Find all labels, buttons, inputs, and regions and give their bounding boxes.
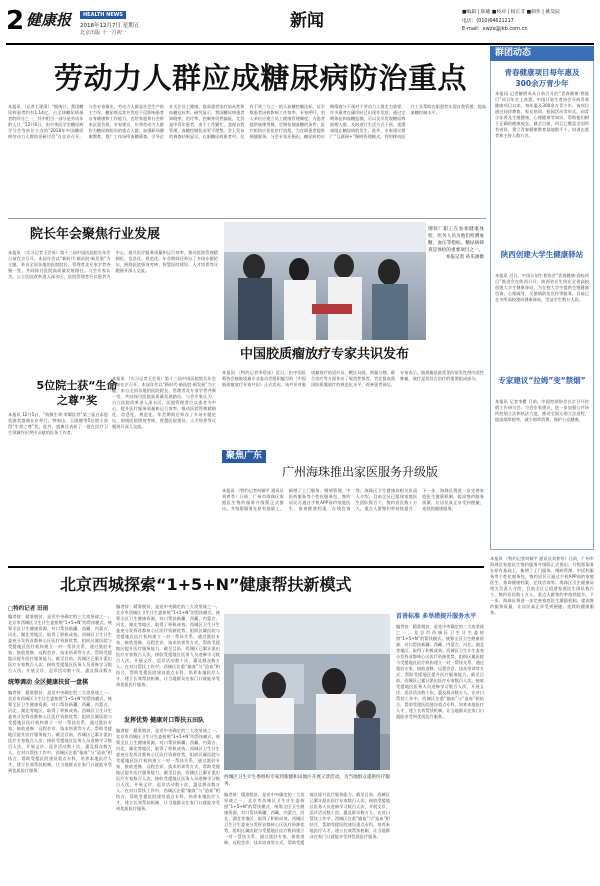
paper-name: 健康报 — [26, 11, 72, 29]
section-rule — [8, 566, 484, 568]
sidebar-item1-title: 青春健康项目每年惠及300余万青少年 — [504, 68, 580, 88]
caption-text: 钢铁厂职工在参加健康体检，医务人员为他们检测血糖、血压等指标。糖尿病筛查是体检的重要项目之一。 — [428, 227, 484, 253]
story5-body: 本报讯 （特约记者何颖平 通讯员刘育苓）日前，广州市海珠区家庭医生签约服务升级版正式推出。升级版服务在原有基础上，新增了上门服务、慢病管理、中医药服务等个性化服务包，签约居民可通过手机APP预约家庭医生、查询健康档案、在线咨询等。海珠区卫生健康局相关负责人介绍，目前全区已组建家庭医生团队数百个，签约居民数十万人，重点人群签约率持续提升。下一步，海珠区将进一步完善家庭医生激励机制，提高签约服务质量，让居民真正享受到便捷、连续的健康服务。 — [222, 488, 484, 511]
story2-body: 本报讯 （实习记者王会英）第十三届中国医院院长年会日前在京召开。本届年会以“新时代·新医院·新发展”为主题，来自全国各地的医院院长、管理者及专家学者齐聚一堂，共同探讨医院高质量发展路径。与会专家认为，公立医院改革进入深水区，医院管理者应以患者为中心，提升医疗服务质量和运行效率，推动医院管理精细化、信息化、规范化。年会期间还举办了多场专题论坛，围绕医院绩效考核、智慧医院建设、人才培养等议题展开深入交流。 — [8, 250, 218, 279]
sidebar-item3-title: 专家建议“拉姆”变“禁烟” — [498, 376, 586, 385]
date-line: 2018年12月7日 星期五 — [80, 23, 140, 29]
story6-caption: 西城区卫生计生委组织专家到新疆和田地区开展义诊活动，为当地群众提供医疗服务。 — [224, 775, 390, 787]
story6-subhead2: 发挥优势 健康对口帮扶五田队 — [124, 717, 205, 724]
story5-headline: 广州海珠推出家医服务升级版 — [282, 465, 439, 479]
section-title: 新闻 — [290, 11, 324, 31]
sidebar-item1-body: 本报讯 记者解照英从日前召开的“青春健康·我能行”项目年会上获悉，中国计划生育协会开展青春健康项目以来，每年惠及300余万青少年。该项目通过同伴教育、家长培训、校园活动等形式，向青少年普及生殖健康、心理健康等知识，帮助他们树立正确的健康观念。截至目前，项目已覆盖全国所有省份，建立青春健康教育基地数千个，培训志愿者和主持人数万名。 — [495, 91, 589, 138]
story4-body: 本报讯 （特约记者李蓓冰）近日，由中国医师协会脑胶质瘤专业委员会组织编写的《中国胶质瘤放疗专家共识》正式发布。该共识对胶质瘤放疗的适应证、靶区勾画、剂量分割、联合治疗等方面作出了规范性推荐，旨在提高我国胶质瘤放疗的规范化水平，改善患者预后。专家表示，胶质瘤是最常见的原发性颅内恶性肿瘤，放疗是其综合治疗的重要组成部分。 — [222, 370, 484, 387]
story6-body-col2: 编者按：精准脱贫，是党中央确定的三大攻坚战之一。北京市西城区卫生计生委按照“1+5+N”的帮扶模式，统筹全区卫生健康资源，对口帮扶新疆、西藏、内蒙古、河北、湖北等地区，取得了积极成效。西城区卫生计生委充分发挥首都核心区医疗资源优势，组织区属医院与受援地区医疗机构建立一对一帮扶关系，通过派驻专家、接收进修、远程会诊、技术培训等方式，帮助受援地区提升医疗服务能力。截至目前，西城区已累计派出医疗专家数百人次，接收受援地区医务人员进修学习数百人次，开展义诊、巡诊活动数十次，惠及群众数万人。在对口帮扶工作中，西城区注重“输血”与“造血”相结合，帮助受援医院建设重点专科，培养本地医疗人才，建立长效帮扶机制，让当地群众在家门口就能享受到优质医疗服务。 — [8, 690, 112, 773]
paper-name-en: HEALTH NEWS — [80, 11, 126, 19]
sidebar-item2-body: 本报讯 近日，中国计划生育协会“青春健康·高校项目”推进会在陕西召开。陕西省计生协在全省高校创建大学生健康驿站，为在校大学生提供生殖健康咨询、心理疏导、艾滋病防治宣传等服务。目前已在多所高校建成健康驿站，受益学生数万人次。 — [495, 273, 589, 302]
story6-body-col3: 编者按：精准脱贫，是党中央确定的三大攻坚战之一。北京市西城区卫生计生委按照“1+5+N”的帮扶模式，统筹全区卫生健康资源，对口帮扶新疆、西藏、内蒙古、河北、湖北等地区，取得了积极成效。西城区卫生计生委充分发挥首都核心区医疗资源优势，组织区属医院与受援地区医疗机构建立一对一帮扶关系，通过派驻专家、接收进修、远程会诊、技术培训等方式，帮助受援地区提升医疗服务能力。截至目前，西城区已累计派出医疗专家数百人次，接收受援地区医务人员进修学习数百人次，开展义诊、巡诊活动数十次，惠及群众数万人。在对口帮扶工作中，西城区注重“输血”与“造血”相结合，帮助受援医院建设重点专科，培养本地医疗人才，建立长效帮扶机制，让当地群众在家门口就能享受到优质医疗服务。 — [116, 604, 220, 687]
divider — [8, 218, 486, 219]
story6-photo — [224, 614, 390, 770]
story2-headline: 院长年会聚焦行业发展 — [30, 227, 161, 242]
story5-body-continued: 本报讯 （特约记者何颖平 通讯员刘育苓）日前，广州市海珠区家庭医生签约服务升级版正式推出。升级版服务在原有基础上，新增了上门服务、慢病管理、中医药服务等个性化服务包，签约居民可通过手机APP预约家庭医生、查询健康档案、在线咨询等。海珠区卫生健康局相关负责人介绍，目前全区已组建家庭医生团队数百个，签约居民数十万人，重点人群签约率持续提升。下一步，海珠区将进一步完善家庭医生激励机制，提高签约服务质量，让居民真正享受到便捷、连续的健康服务。 — [490, 556, 594, 615]
header-rule — [6, 43, 594, 45]
story6-headline: 北京西城探索“1+5+N”健康帮扶新模式 — [60, 575, 352, 594]
lead-body: 本报讯 （记者王建清）“据统计，我国糖尿病患者约有1.14亿，占全球糖尿病患者的四分之一，其中相当一部分是劳动年龄人口。”12月6日，由中华医学会糖尿病学分会等单位主办的“2018年中国糖尿病劳动力人群防治研讨会”在北京召开。与会专家指出，劳动力人群是社会生产的主力军，糖尿病及其并发症不仅影响患者自身健康和工作能力，也给家庭和社会带来沉重负担。专家建议，应将劳动力人群作为糖尿病防治的重点人群，加强职场健康教育，推广工作场所血糖筛查，引导企业关注员工健康，提高患者治疗依从性和血糖达标率。研究显示，我国糖尿病患者知晓率、治疗率、控制率仍然偏低，尤其是中青年患者，由于工作繁忙、忽视自我管理，血糖控制状况更不理想。会上发布的调查结果显示，在职糖尿病患者中，仅有不到三分之一的人血糖控制达标，近半数患者因病影响工作效率。专家呼吁，用人单位应建立员工健康管理制度，为患者提供规律用餐、定期检测血糖的条件；医疗机构应优化诊疗流程，为在职患者提供便捷服务。与会专家还指出，糖尿病的早期筛查与干预对于劳动力人群尤为重要，许多患者在确诊时已出现并发症。通过定期体检和血糖监测，可以及早发现糖尿病前期人群，及时进行生活方式干预，延缓或阻止糖尿病的发生。此外，专家建议推广“互联网+”慢病管理模式，利用移动医疗工具帮助在职患者实现自我管理，提高血糖控制水平。 — [8, 104, 486, 139]
photo-illustration — [224, 614, 390, 770]
editor-credit: ■校对 | 杨正非 — [491, 10, 526, 15]
story6-subhead1: 统筹调动 全区健康扶贫一盘棋 — [8, 679, 89, 686]
story5-label: 聚焦广东 — [222, 450, 266, 463]
editor-credit: ■编辑 | 陈婕 — [462, 10, 491, 15]
story2-photo — [224, 222, 426, 340]
story3-body: 本报讯 12月5日，“致敬生命·荣耀医者”第三届白求恩奖颁奖盛典在京举行。钟南山、王陇德等5位院士获得“生命之尊”奖。此外，盛典还表彰了一批在医疗卫生领域作出突出贡献的医务工作者。 — [8, 412, 108, 435]
sidebar-item3-body: 本报讯 记者李瞿 日前，中国控烟协会在京召开控烟工作研讨会。与会专家建议，进一步加强公共场所控烟立法和执法力度，推动全面无烟立法进程，提高烟草税率，减少烟草消费，保护公众健康。 — [495, 399, 589, 422]
story6-body-col6: 编者按：精准脱贫，是党中央确定的三大攻坚战之一。北京市西城区卫生计生委按照“1+5+N”的帮扶模式，统筹全区卫生健康资源，对口帮扶新疆、西藏、内蒙古、河北、湖北等地区，取得了积极成效。西城区卫生计生委充分发挥首都核心区医疗资源优势，组织区属医院与受援地区医疗机构建立一对一帮扶关系，通过派驻专家、接收进修、远程会诊、技术培训等方式，帮助受援地区提升医疗服务能力。截至目前，西城区已累计派出医疗专家数百人次，接收受援地区医务人员进修学习数百人次，开展义诊、巡诊活动数十次，惠及群众数万人。在对口帮扶工作中，西城区注重“输血”与“造血”相结合，帮助受援医院建设重点专科，培养本地医疗人才，建立长效帮扶机制，让当地群众在家门口就能享受到优质医疗服务。 — [224, 792, 390, 845]
story3-headline: 5位院士获“生命之尊”奖 — [36, 379, 118, 407]
editor-credit: ■制作 | 姚昊辰 — [526, 10, 560, 15]
edition-line: 北京出版 十一月初一 — [80, 30, 127, 36]
sidebar-item2-title: 陕西创建大学生健康驿站 — [500, 250, 584, 259]
masthead — [6, 6, 594, 42]
sidebar-box — [490, 61, 594, 550]
phone-line: 电话：(010)64621217 — [462, 19, 514, 24]
page-number: 2 — [6, 6, 25, 36]
caption-credit: 本报记者 孙乐涵摄 — [445, 255, 484, 260]
story2-caption — [428, 226, 484, 338]
email-line: E-mail：xwzx@jkb.com.cn — [462, 26, 528, 32]
story3-continued: 本报讯 （实习记者王会英）第十三届中国医院院长年会日前在京召开。本届年会以“新时代·新医院·新发展”为主题，来自全国各地的医院院长、管理者及专家学者齐聚一堂，共同探讨医院高质量发展路径。与会专家认为，公立医院改革进入深水区，医院管理者应以患者为中心，提升医疗服务质量和运行效率，推动医院管理精细化、信息化、规范化。年会期间还举办了多场专题论坛，围绕医院绩效考核、智慧医院建设、人才培养等议题展开深入交流。 — [112, 376, 216, 429]
story6-body-col5: 编者按：精准脱贫，是党中央确定的三大攻坚战之一。北京市西城区卫生计生委按照“1+5+N”的帮扶模式，统筹全区卫生健康资源，对口帮扶新疆、西藏、内蒙古、河北、湖北等地区，取得了积极成效。西城区卫生计生委充分发挥首都核心区医疗资源优势，组织区属医院与受援地区医疗机构建立一对一帮扶关系，通过派驻专家、接收进修、远程会诊、技术培训等方式，帮助受援地区提升医疗服务能力。截至目前，西城区已累计派出医疗专家数百人次，接收受援地区医务人员进修学习数百人次，开展义诊、巡诊活动数十次，惠及群众数万人。在对口帮扶工作中，西城区注重“输血”与“造血”相结合，帮助受援医院建设重点专科，培养本地医疗人才，建立长效帮扶机制，让当地群众在家门口就能享受到优质医疗服务。 — [396, 624, 484, 719]
editor-credits — [462, 8, 560, 15]
lead-headline: 劳动力人群应成糖尿病防治重点 — [54, 61, 468, 95]
story6-box-title: 首善标准 多举措提升服务水平 — [396, 613, 477, 620]
story6-body-col1: 编者按：精准脱贫，是党中央确定的三大攻坚战之一。北京市西城区卫生计生委按照“1+5+N”的帮扶模式，统筹全区卫生健康资源，对口帮扶新疆、西藏、内蒙古、河北、湖北等地区，取得了积极成效。西城区卫生计生委充分发挥首都核心区医疗资源优势，组织区属医院与受援地区医疗机构建立一对一帮扶关系，通过派驻专家、接收进修、远程会诊、技术培训等方式，帮助受援地区提升医疗服务能力。截至目前，西城区已累计派出医疗专家数百人次，接收受援地区医务人员进修学习数百人次，开展义诊、巡诊活动数十次，惠及群众数万 — [8, 614, 112, 673]
story6-body-col4: 编者按：精准脱贫，是党中央确定的三大攻坚战之一。北京市西城区卫生计生委按照“1+5+N”的帮扶模式，统筹全区卫生健康资源，对口帮扶新疆、西藏、内蒙古、河北、湖北等地区，取得了积极成效。西城区卫生计生委充分发挥首都核心区医疗资源优势，组织区属医院与受援地区医疗机构建立一对一帮扶关系，通过派驻专家、接收进修、远程会诊、技术培训等方式，帮助受援地区提升医疗服务能力。截至目前，西城区已累计派出医疗专家数百人次，接收受援地区医务人员进修学习数百人次，开展义诊、巡诊活动数十次，惠及群众数万人。在对口帮扶工作中，西城区注重“输血”与“造血”相结合，帮助受援医院建设重点专科，培养本地医疗人才，建立长效帮扶机制，让当地群众在家门口就能享受到优质医疗服务。 — [116, 728, 220, 811]
story4-headline: 中国胶质瘤放疗专家共识发布 — [240, 347, 410, 362]
photo-illustration — [224, 222, 426, 340]
sidebar-heading: 群团动态 — [490, 46, 594, 61]
story6-author: □特约记者 田雨 — [8, 606, 49, 612]
